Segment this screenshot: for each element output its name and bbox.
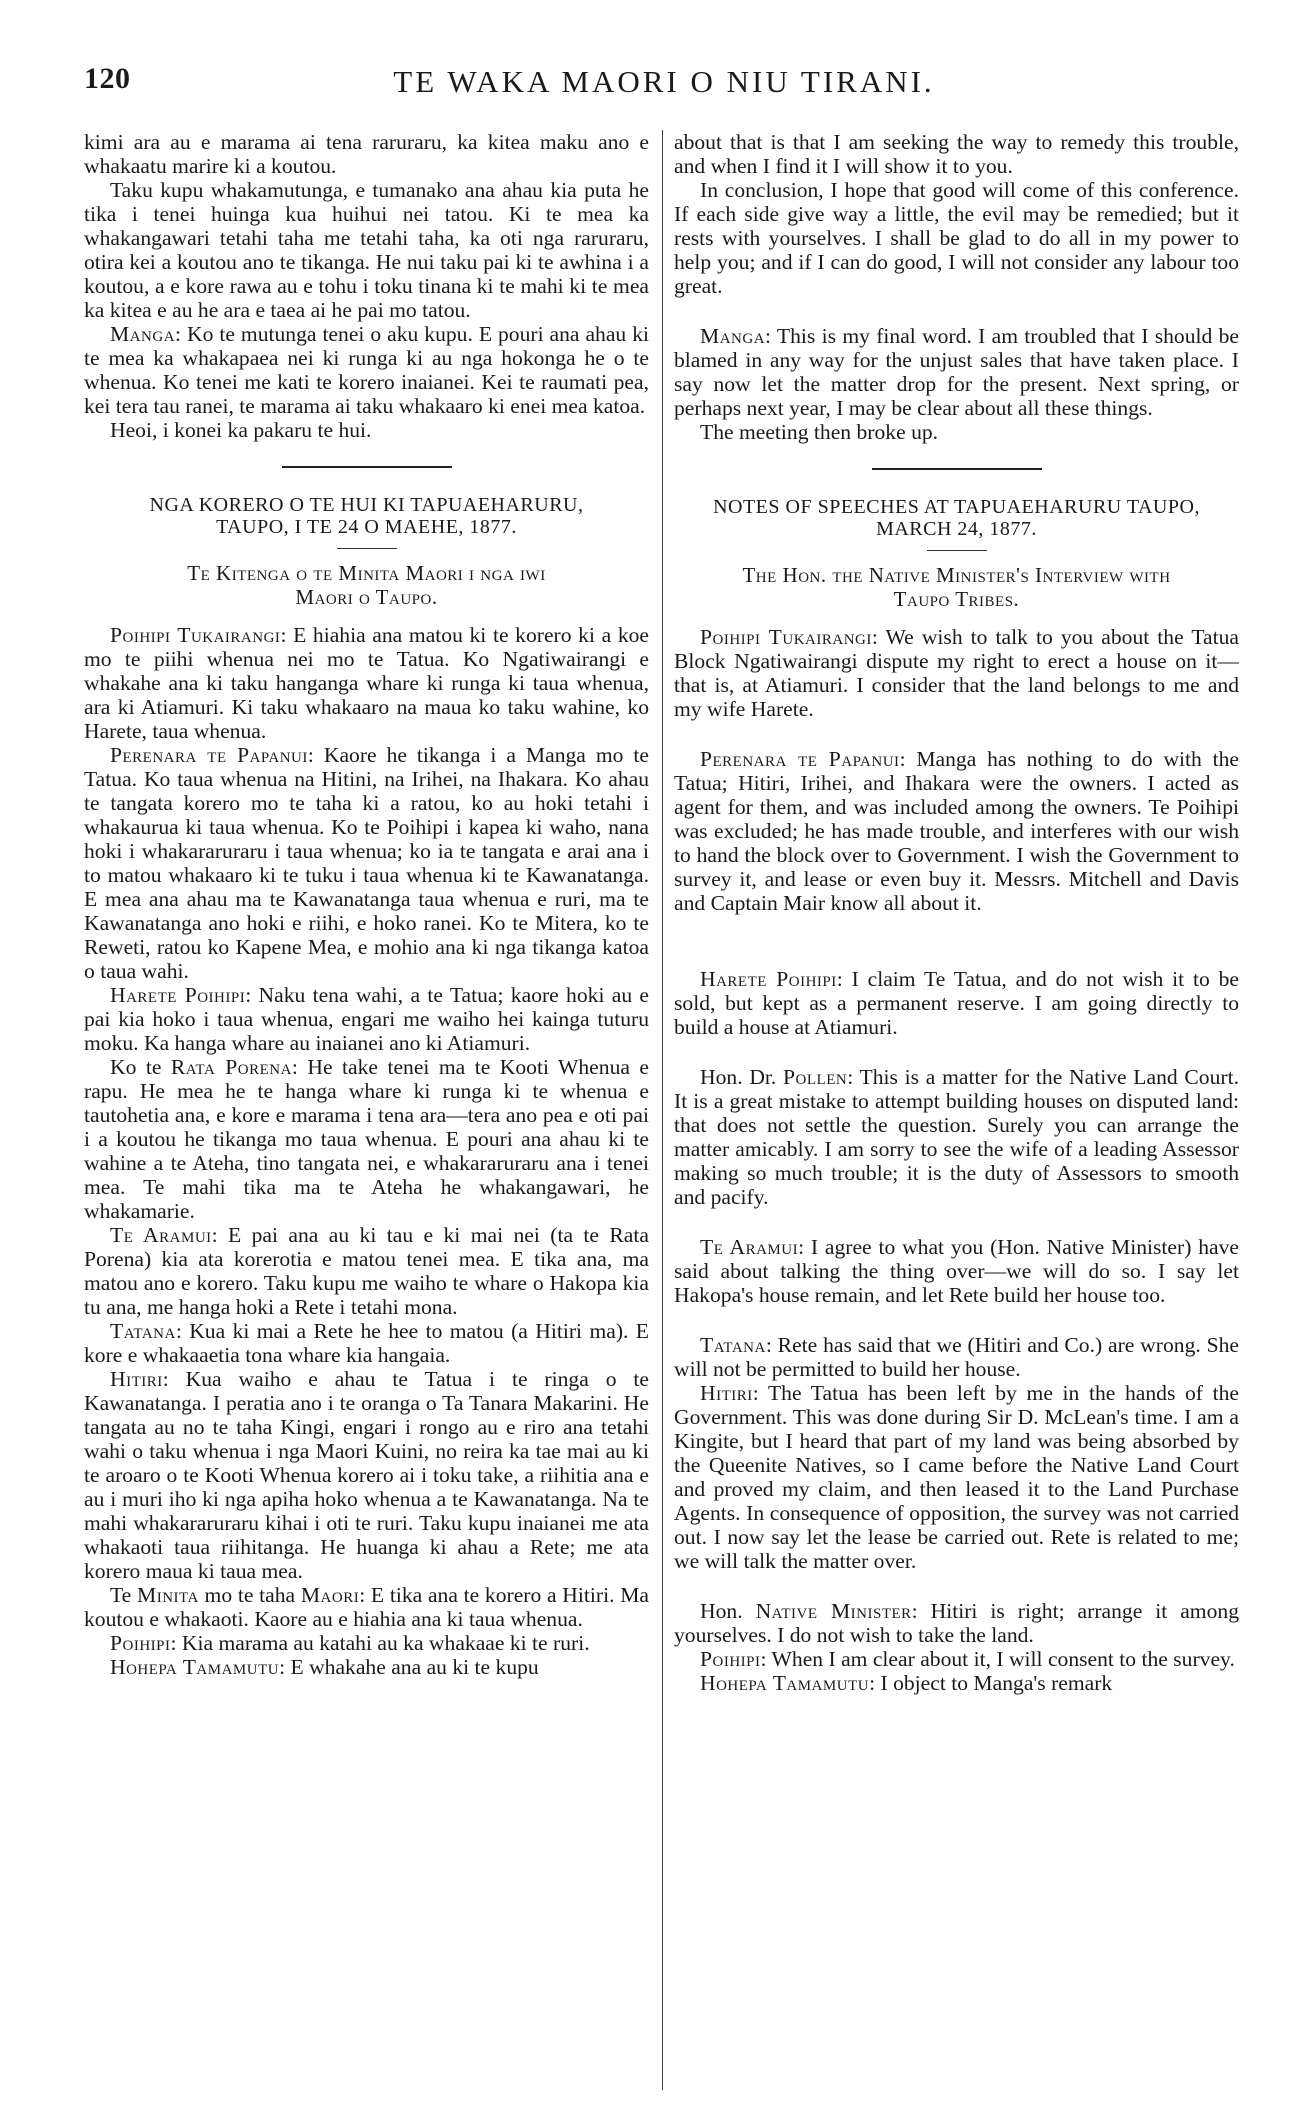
speaker-name: Manga <box>110 322 176 346</box>
speech <box>84 1631 649 1655</box>
speaker-name: Hitiri <box>110 1367 163 1391</box>
speaker-name: Hohepa Tamamutu <box>700 1671 870 1695</box>
paragraph: about that is that I am seeking the way to remedy this trouble, and when I find it I will show it to you. <box>674 130 1239 178</box>
paragraph: The meeting then broke up. <box>700 420 939 444</box>
speaker-name: Minita <box>137 1583 199 1607</box>
speech-text: : When I am clear about it, I will consent to the survey. <box>760 1647 1235 1671</box>
section-subhead <box>84 561 649 609</box>
speaker-name: Poihipi Tukairangi <box>700 625 872 649</box>
section-divider <box>282 466 452 468</box>
speaker-name: Poihipi <box>110 1631 171 1655</box>
speaker-name: Poihipi <box>700 1647 761 1671</box>
maori-column <box>84 130 649 2100</box>
speech-text: : I agree to what you (Hon. Native Minister) have said about talking the thing over—we will do so. I say let Hakopa's house remain, and let Rete build her house too. <box>674 1235 1239 1307</box>
speech <box>674 625 1239 721</box>
speaker-name: Harete Poihipi <box>110 983 246 1007</box>
speech <box>674 1599 1239 1647</box>
speaker-name: Tatana <box>700 1333 766 1357</box>
speaker-name: Tatana <box>110 1319 176 1343</box>
page-number: 120 <box>84 62 131 95</box>
paragraph: Heoi, i konei ka pakaru te hui. <box>110 418 372 442</box>
speech <box>84 1319 649 1367</box>
speech <box>674 967 1239 1039</box>
column-rule <box>662 130 663 2090</box>
subhead-line: Taupo Tribes. <box>893 587 1020 611</box>
speech-text: : Manga has nothing to do with the Tatua; Hitiri, Irihei, and Ihakara were the owners. I acted as agent for them, and was included among the owners. Te Poihipi was excluded; he has made trouble, and interferes with our wish to hand the block over to Government. I wish the Government to survey it, and lease or even buy it. Messrs. Mitchell and Davis and Captain Mair know all about it. <box>674 747 1239 915</box>
speaker-name: Rata Porena <box>170 1055 292 1079</box>
section-title-line: MARCH 24, 1877. <box>876 518 1037 540</box>
speech <box>674 1065 1239 1209</box>
short-divider <box>927 550 987 551</box>
speaker-name: Maori <box>300 1583 360 1607</box>
speech-text: : Hitiri is right; arrange it among yourselves. I do not wish to take the land. <box>674 1599 1239 1647</box>
running-title: TE WAKA MAORI O NIU TIRANI. <box>393 64 935 99</box>
section-subhead <box>674 563 1239 611</box>
speech-text: : Kaore he tikanga i a Manga mo te Tatua. Ko taua whenua na Hitini, na Irihei, na Ihakara. Ko ahau te tangata korero mo te taha ki a ratou, ko au hoki tetahi i whakaurua ki taua whenua. Ko te Poihipi i kapea ki waho, nana hoki i whakararuraru i taua whenua; ko ia te tangata e arai ana i to matou whakaaro ki te tuku i taua whenua ki te Kawanatanga. E mea ana ahau ma te Kawanatanga taua whenua e ruri, ma te Kawanatanga ano hoki e riihi, e hoko ranei. Ko te Mitera, ko te Reweti, ratou ko Kapene Mea, e mohio ana ki nga tikanga katoa o taua wahi. <box>84 743 649 983</box>
speaker-name: Harete Poihipi <box>700 967 837 991</box>
speaker-name: Perenara te Papanui <box>110 743 308 767</box>
speaker-name: Poihipi Tukairangi <box>110 623 281 647</box>
speech-text: : Kua waiho e ahau te Tatua i te ringa o te Kawanatanga. I peratia ano i te oranga o Ta Tanara Makarini. He tangata au no te taha Kingi, engari i rongo au e riro ana tetahi wahi o taku whenua i nga Maori Kuini, no reira ka tae mai au ki te aroaro o te Kooti Whenua korero ai i toku take, a riihitia ana e au i muri iho ki nga apiha hoko whenua a te Kawanatanga. Na te mahi whakararuraru kihai i oti te ruri. Taku kupu inaianei me ata whakaoti taua riihitanga. He huanga ki ahau a Rete; me ata korero maua ki taua mea. <box>84 1367 649 1583</box>
speech <box>84 623 649 743</box>
subhead-line: Te Kitenga o te Minita Maori i nga iwi <box>187 561 546 585</box>
subhead-line: The Hon. the Native Minister's Interview with <box>742 563 1171 587</box>
speech <box>674 1235 1239 1307</box>
speaker-name: Hohepa Tamamutu <box>110 1655 280 1679</box>
speaker-name: Hitiri <box>700 1381 753 1405</box>
speech-text: : I object to Manga's remark <box>869 1671 1113 1695</box>
speech-text: : E tika ana te korero a Hitiri. Ma koutou e whakaoti. Kaore au e hiahia ana ki taua whenua. <box>84 1583 649 1631</box>
speech <box>674 1381 1239 1573</box>
speech-text: : Ko te mutunga tenei o aku kupu. E pouri ana ahau ki te mea ka whakapaea nei ki runga ki au nga hokonga he o te whenua. Ko tenei me kati te korero inaianei. Kei te raumati pea, kei tera tau ranei, te marama ai taku whakaaro ki enei mea katoa. <box>84 322 649 418</box>
speech <box>674 747 1239 915</box>
speech-text: : Kia marama au katahi au ka whakaae ki te ruri. <box>170 1631 590 1655</box>
speech-text: : E hiahia ana matou ki te korero ki a koe mo te piihi whenua nei mo te Tatua. Ko Ngatiwairangi e whakahe ana ki taku hanganga whare ki runga ki taua whenua, ara ki Atiamuri. Ki taku whakaaro na maua ko taku wahine, ko Harete, taua whenua. <box>84 623 649 743</box>
paragraph: Taku kupu whakamutunga, e tumanako ana ahau kia puta he tika i tenei huinga kua huihui nei tatou. Ki te mea ka whakangawari tetahi taha me tetahi taha, ka oti nga raruraru, otira kei a koutou ano te tikanga. He nui taku pai ki te awhina i a koutou, a e kore rawa au e tohu i toku tinana ki te mahi ki te mea ka kitea e au he ara e taea ai he pai mo tatou. <box>84 178 649 322</box>
speech-text: : The Tatua has been left by me in the hands of the Government. This was done during Sir D. McLean's time. I am a Kingite, but I heard that part of my land was being absorbed by the Queenite Natives, so I came before the Native Land Court and proved my claim, and then leased it to the Land Purchase Agents. In consequence of opposition, the survey was not carried out. I now say let the lease be carried out. Rete is related to me; we will talk the matter over. <box>674 1381 1239 1573</box>
speech <box>674 324 1239 420</box>
speech-text: : I claim Te Tatua, and do not wish it to be sold, but kept as a permanent reserve. I am going directly to build a house at Atiamuri. <box>674 967 1239 1039</box>
speech-text: : Rete has said that we (Hitiri and Co.) are wrong. She will not be permitted to build her house. <box>674 1333 1239 1381</box>
speech <box>84 1223 649 1319</box>
section-title-line: TAUPO, I TE 24 O MAEHE, 1877. <box>216 516 517 538</box>
speech <box>674 1333 1239 1381</box>
speech <box>84 983 649 1055</box>
speech <box>674 1647 1239 1671</box>
speech-text: : We wish to talk to you about the Tatua Block Ngatiwairangi dispute my right to erect a house on it—that is, at Atiamuri. I consider that the land belongs to me and my wife Harete. <box>674 625 1239 721</box>
section-title <box>84 494 649 538</box>
speech <box>84 1367 649 1583</box>
speech-prefix: Hon. <box>700 1599 756 1623</box>
speech-text: : Kua ki mai a Rete he hee to matou (a Hitiri ma). E kore e whakaaetia tona whare kia hangaia. <box>84 1319 649 1367</box>
speech <box>674 1671 1239 1695</box>
short-divider <box>337 548 397 549</box>
speech-connector: mo te taha <box>198 1583 301 1607</box>
english-column <box>674 130 1239 2100</box>
speaker-name: Te Aramui <box>110 1223 212 1247</box>
speech-prefix: Hon. Dr. <box>700 1065 784 1089</box>
text-columns <box>84 130 1244 2100</box>
speaker-name: Native Minister <box>755 1599 912 1623</box>
speaker-name: Te Aramui <box>700 1235 799 1259</box>
speech-text: : Naku tena wahi, a te Tatua; kaore hoki au e pai kia hoko i taua whenua, engari me waiho hei kainga tuturu moku. Ka hanga whare au inaianei ano ki Atiamuri. <box>84 983 649 1055</box>
speech <box>84 1655 649 1679</box>
speech <box>84 1055 649 1223</box>
speech-text: : This is my final word. I am troubled that I should be blamed in any way for the unjust sales that have taken place. I say now let the matter drop for the present. Next spring, or perhaps next year, I may be clear about all these things. <box>674 324 1239 420</box>
speech-prefix: Ko te <box>110 1055 171 1079</box>
speech-text: : This is a matter for the Native Land Court. It is a great mistake to attempt building houses on disputed land: that does not settle the question. Surely you can arrange the matter amicably. I am sorry to see the wife of a leading Assessor making so much trouble; it is the duty of Assessors to smooth and pacify. <box>674 1065 1239 1209</box>
speech-text: : E pai ana au ki tau e ki mai nei (ta te Rata Porena) kia ata korerotia e matou tenei mea. E tika ana, ma matou ano e korero. Taku kupu me waiho te whare o Hakopa kia tu ana, me hanga hoki a Rete i tetahi mona. <box>84 1223 649 1319</box>
speaker-name: Perenara te Papanui <box>700 747 900 771</box>
section-title-line: NGA KORERO O TE HUI KI TAPUAEHARURU, <box>149 494 584 516</box>
speech <box>84 322 649 418</box>
paragraph: kimi ara au e marama ai tena raruraru, ka kitea maku ano e whakaatu marire ki a koutou. <box>84 130 649 178</box>
speech-prefix: Te <box>110 1583 137 1607</box>
speaker-name: Manga <box>700 324 766 348</box>
section-title <box>674 496 1239 540</box>
speech-text: : He take tenei ma te Kooti Whenua e rapu. He mea he te hanga whare ki runga ki te whenua e tautohetia ana, e kore e marama i tena ara—tera ano pea e oti pai i a koutou he tikanga mo taua whenua. E pouri ana ahau ki te wahine a te Ateha, tino tangata nei, e whakararuraru ana i tenei mea. Te mahi tika ma te Ateha he whakangawari, he whakamarie. <box>84 1055 649 1223</box>
speech <box>84 743 649 983</box>
speaker-name: Pollen <box>783 1065 848 1089</box>
speech <box>84 1583 649 1631</box>
section-title-line: NOTES OF SPEECHES AT TAPUAEHARURU TAUPO, <box>713 496 1200 518</box>
paragraph: In conclusion, I hope that good will come of this conference. If each side give way a little, the evil may be remedied; but it rests with yourselves. I shall be glad to do all in my power to help you; and if I can do good, I will not consider any labour too great. <box>674 178 1239 298</box>
section-divider <box>872 468 1042 470</box>
speech-text: : E whakahe ana au ki te kupu <box>279 1655 539 1679</box>
page-header <box>84 58 1244 108</box>
subhead-line: Maori o Taupo. <box>295 585 438 609</box>
